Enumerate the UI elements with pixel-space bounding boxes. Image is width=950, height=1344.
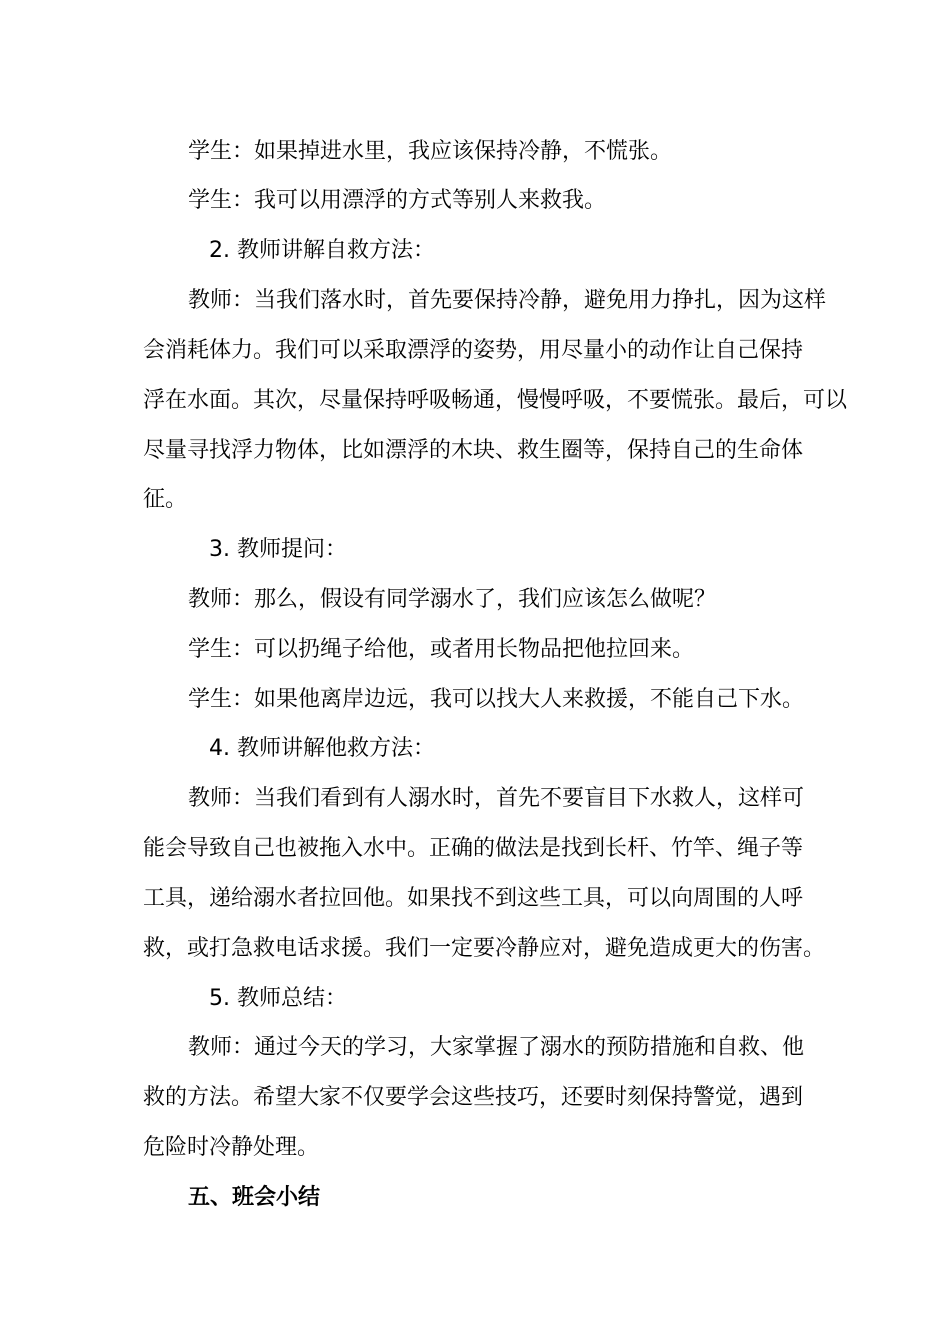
section-summary-heading: 5. 教师总结： xyxy=(209,986,347,1011)
class-meeting-summary-heading: 五、班会小结 xyxy=(188,1185,321,1210)
teacher-explanation-line: 教师：当我们看到有人溺水时，首先不要盲目下水救人，这样可 xyxy=(188,786,805,811)
section-rescue-others-heading: 4. 教师讲解他救方法： xyxy=(209,736,435,761)
teacher-explanation-line: 尽量寻找浮力物体，比如漂浮的木块、救生圈等，保持自己的生命体 xyxy=(143,438,804,463)
teacher-summary-line: 教师：通过今天的学习，大家掌握了溺水的预防措施和自救、他 xyxy=(188,1035,805,1060)
teacher-explanation-line: 教师：当我们落水时，首先要保持冷静，避免用力挣扎，因为这样 xyxy=(188,288,827,313)
teacher-explanation-line: 征。 xyxy=(143,487,188,512)
section-self-rescue-heading: 2. 教师讲解自救方法： xyxy=(209,238,435,263)
teacher-question: 教师：那么，假设有同学溺水了，我们应该怎么做呢？ xyxy=(188,587,717,612)
student-answer-4: 学生：如果他离岸边远，我可以找大人来救援，不能自己下水。 xyxy=(188,687,805,712)
teacher-explanation-line: 浮在水面。其次，尽量保持呼吸畅通，慢慢呼吸，不要慌张。最后，可以 xyxy=(143,388,848,413)
teacher-summary-line: 救的方法。希望大家不仅要学会这些技巧，还要时刻保持警觉，遇到 xyxy=(143,1085,804,1110)
section-teacher-question-heading: 3. 教师提问： xyxy=(209,537,347,562)
student-answer-2: 学生：我可以用漂浮的方式等别人来救我。 xyxy=(188,188,607,213)
teacher-explanation-line: 工具，递给溺水者拉回他。如果找不到这些工具，可以向周围的人呼 xyxy=(143,886,804,911)
student-answer-3: 学生：可以扔绳子给他，或者用长物品把他拉回来。 xyxy=(188,637,695,662)
teacher-summary-line: 危险时冷静处理。 xyxy=(143,1135,320,1160)
student-answer-1: 学生：如果掉进水里，我应该保持冷静，不慌张。 xyxy=(188,139,673,164)
teacher-explanation-line: 救，或打急救电话求援。我们一定要冷静应对，避免造成更大的伤害。 xyxy=(143,936,826,961)
teacher-explanation-line: 会消耗体力。我们可以采取漂浮的姿势，用尽量小的动作让自己保持 xyxy=(143,338,804,363)
teacher-explanation-line: 能会导致自己也被拖入水中。正确的做法是找到长杆、竹竿、绳子等 xyxy=(143,836,804,861)
